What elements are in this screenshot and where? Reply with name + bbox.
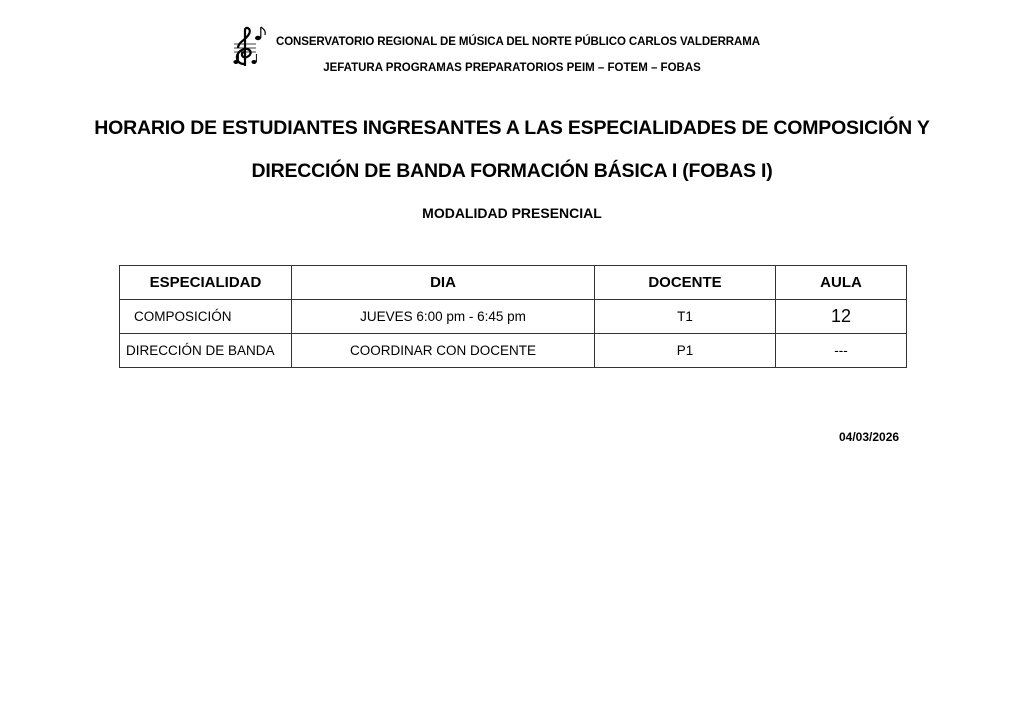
table-row bbox=[120, 334, 907, 368]
column-header-docente: DOCENTE bbox=[595, 266, 776, 300]
cell-especialidad: COMPOSICIÓN bbox=[120, 300, 292, 334]
cell-dia: JUEVES 6:00 pm - 6:45 pm bbox=[292, 300, 595, 334]
column-header-aula: AULA bbox=[776, 266, 907, 300]
column-header-especialidad: ESPECIALIDAD bbox=[120, 266, 292, 300]
cell-especialidad: DIRECCIÓN DE BANDA bbox=[120, 334, 292, 368]
page-title-line-1: HORARIO DE ESTUDIANTES INGRESANTES A LAS ESPECIALIDADES DE COMPOSICIÓN Y bbox=[94, 117, 930, 139]
column-header-dia: DIA bbox=[292, 266, 595, 300]
document-date: 04/03/2026 bbox=[839, 430, 900, 444]
page-title-line-2: DIRECCIÓN DE BANDA FORMACIÓN BÁSICA I (FOBAS I) bbox=[251, 160, 773, 182]
schedule-table bbox=[119, 265, 907, 368]
cell-aula: 12 bbox=[776, 300, 907, 334]
table-header-row bbox=[120, 266, 907, 300]
cell-docente: P1 bbox=[595, 334, 776, 368]
table-row bbox=[120, 300, 907, 334]
cell-docente: T1 bbox=[595, 300, 776, 334]
institution-name: CONSERVATORIO REGIONAL DE MÚSICA DEL NORTE PÚBLICO CARLOS VALDERRAMA bbox=[276, 36, 760, 48]
cell-aula: --- bbox=[776, 334, 907, 368]
cell-dia: COORDINAR CON DOCENTE bbox=[292, 334, 595, 368]
modality-label: MODALIDAD PRESENCIAL bbox=[422, 205, 602, 221]
department-name: JEFATURA PROGRAMAS PREPARATORIOS PEIM – FOTEM – FOBAS bbox=[323, 62, 701, 74]
